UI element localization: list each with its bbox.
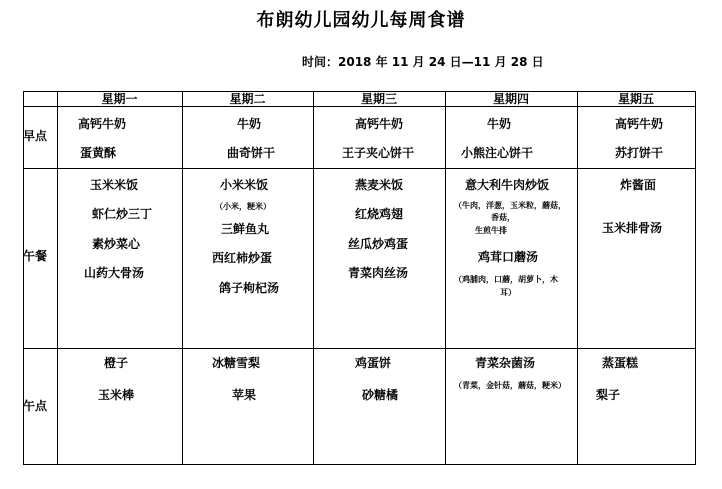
breakfast-tue-item: 曲奇饼干	[227, 146, 276, 160]
column-divider	[445, 92, 446, 464]
snack-fri-item: 蒸蛋糕	[602, 356, 639, 370]
lunch-thu-item: 意大利牛肉炒饭	[465, 178, 550, 192]
breakfast-mon-item: 蛋黄酥	[80, 146, 117, 160]
row-divider	[24, 348, 695, 349]
lunch-tue-item: 小米米饭	[220, 178, 269, 192]
snack-fri-item: 梨子	[596, 388, 621, 402]
page-title: 布朗幼儿园幼儿每周食谱	[256, 10, 466, 31]
breakfast-mon-item: 高钙牛奶	[78, 117, 127, 131]
column-divider	[57, 92, 58, 464]
lunch-mon-item: 山药大骨汤	[84, 266, 145, 280]
lunch-mon-item: 素炒菜心	[92, 237, 141, 251]
lunch-thu-note: 生煎牛排	[475, 226, 507, 235]
row-label-breakfast: 早点	[23, 129, 48, 143]
breakfast-fri-item: 高钙牛奶	[615, 117, 664, 131]
snack-tue-item: 苹果	[232, 388, 257, 402]
lunch-mon-item: 虾仁炒三丁	[92, 207, 153, 221]
lunch-wed-item: 青菜肉丝汤	[348, 266, 409, 280]
day-header-fri: 星期五	[617, 92, 654, 106]
row-label-lunch: 午餐	[23, 249, 48, 263]
lunch-tue-item: 三鲜鱼丸	[221, 222, 270, 236]
lunch-wed-item: 丝瓜炒鸡蛋	[348, 237, 409, 251]
day-header-wed: 星期三	[360, 92, 397, 106]
snack-thu-item: 青菜杂菌汤	[475, 356, 536, 370]
lunch-thu-note: 香菇，	[491, 213, 515, 222]
breakfast-fri-item: 苏打饼干	[615, 146, 664, 160]
row-divider	[24, 106, 695, 107]
lunch-tue-note: （小米，粳米）	[215, 202, 271, 211]
lunch-tue-item: 鸽子枸杞汤	[219, 281, 280, 295]
breakfast-thu-item: 小熊注心饼干	[461, 146, 534, 160]
breakfast-thu-item: 牛奶	[487, 117, 512, 131]
column-divider	[577, 92, 578, 464]
lunch-thu-note: 耳）	[500, 288, 516, 297]
lunch-fri-item: 玉米排骨汤	[602, 221, 663, 235]
snack-wed-item: 砂糖橘	[362, 388, 399, 402]
lunch-thu-note: （牛肉，洋葱，玉米粒，蘑菇，	[454, 201, 566, 210]
lunch-tue-item: 西红柿炒蛋	[212, 251, 273, 265]
column-divider	[182, 92, 183, 464]
day-header-thu: 星期四	[492, 92, 529, 106]
snack-wed-item: 鸡蛋饼	[355, 356, 392, 370]
snack-mon-item: 橙子	[104, 356, 129, 370]
menu-table	[23, 91, 696, 465]
lunch-wed-item: 红烧鸡翅	[355, 207, 404, 221]
day-header-tue: 星期二	[229, 92, 266, 106]
lunch-thu-item: 鸡茸口蘑汤	[478, 250, 539, 264]
snack-mon-item: 玉米棒	[98, 388, 135, 402]
breakfast-wed-item: 王子夹心饼干	[342, 146, 415, 160]
column-divider	[313, 92, 314, 464]
snack-thu-note: （青菜，金针菇，蘑菇，粳米）	[454, 381, 566, 390]
lunch-mon-item: 玉米米饭	[90, 178, 139, 192]
snack-tue-item: 冰糖雪梨	[212, 356, 261, 370]
breakfast-wed-item: 高钙牛奶	[355, 117, 404, 131]
row-label-snack: 午点	[23, 399, 48, 413]
row-divider	[24, 168, 695, 169]
breakfast-tue-item: 牛奶	[237, 117, 262, 131]
day-header-mon: 星期一	[101, 92, 138, 106]
lunch-fri-item: 炸酱面	[620, 178, 657, 192]
lunch-wed-item: 燕麦米饭	[355, 178, 404, 192]
date-range: 时间：2018 年 11 月 24 日—11 月 28 日	[302, 55, 544, 69]
lunch-thu-note: （鸡脯肉，口蘑，胡萝卜，木	[454, 275, 558, 284]
